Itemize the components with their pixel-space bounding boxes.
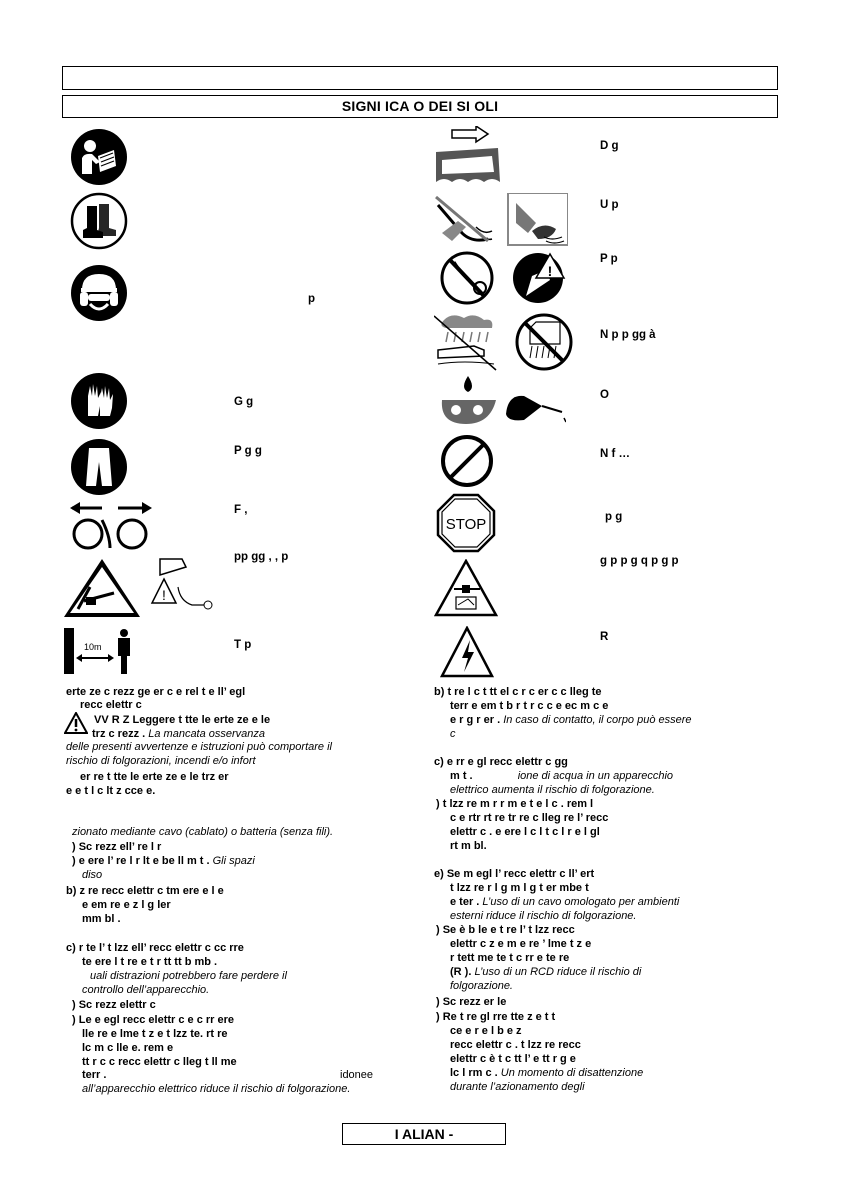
protective-trousers-icon bbox=[70, 438, 128, 496]
symbol-text-no-rain: N p p gg à bbox=[600, 329, 656, 341]
right-line-12: e) Se m egl l’ recc elettr c ll’ ert bbox=[434, 868, 595, 880]
left-line-1: erte ze c rezz ge er c e rel t e ll’ egl bbox=[66, 686, 246, 698]
left-line-8: zionato mediante cavo (cablato) o batteria (senza fili). bbox=[72, 826, 334, 838]
symbol-text-trousers: P g g bbox=[234, 445, 262, 457]
right-line-7: elettrico aumenta il rischio di folgorazione. bbox=[450, 784, 655, 796]
two-hand-use-icon bbox=[432, 193, 568, 247]
kickback-warning-icon bbox=[440, 250, 574, 306]
left-line-13: e em re e z l g ler bbox=[82, 899, 171, 911]
right-line-9: c e rtr rt re tr re c lleg re l’ recc bbox=[450, 812, 609, 824]
left-line-5: rischio di folgorazioni, incendi e/o infort bbox=[66, 755, 256, 767]
symbol-text-chain-direction: D g bbox=[600, 140, 619, 152]
right-line-10: elettr c . e ere l c l t c l r e l gl bbox=[450, 826, 600, 838]
distance-10m-icon bbox=[64, 628, 134, 674]
symbol-text-prohibition: N f … bbox=[600, 448, 631, 460]
left-line-3: VV R Z Leggere t tte le erte ze e le bbox=[94, 714, 271, 726]
right-line-21: ) Sc rezz er le bbox=[436, 996, 507, 1008]
right-line-18: r tett me te t c rr e te re bbox=[450, 952, 570, 964]
rotation-direction-icon bbox=[66, 500, 156, 552]
right-line-15: esterni riduce il rischio di folgorazione. bbox=[450, 910, 637, 922]
left-line-14: mm bl . bbox=[82, 913, 121, 925]
left-line-10: ) e ere l’ re l r lt e be ll m t . Gli spazi bbox=[72, 855, 255, 867]
symbol-text-unplug: pp gg , , p bbox=[234, 551, 289, 563]
right-line-5: c) e rr e gl recc elettr c gg bbox=[434, 756, 568, 768]
page-footer-language: I ALIAN - bbox=[342, 1123, 506, 1145]
left-line-19: ) Sc rezz elettr c bbox=[72, 999, 156, 1011]
read-manual-icon bbox=[70, 128, 128, 186]
right-line-8: ) t lzz re m r r m e t e l c . rem l bbox=[436, 798, 594, 810]
right-line-26: lc l rm c . Un momento di disattenzione bbox=[450, 1067, 644, 1079]
left-line-12: b) z re recc elettr c tm ere e l e bbox=[66, 885, 224, 897]
warning-triangle-icon bbox=[64, 712, 88, 734]
right-line-11: rt m bl. bbox=[450, 840, 487, 852]
svg-text:!: ! bbox=[547, 263, 553, 279]
right-line-14: e ter . L’uso di un cavo omologato per ambienti bbox=[450, 896, 680, 908]
symbol-text-two-hand: U p bbox=[600, 199, 619, 211]
gloves-icon bbox=[70, 372, 128, 430]
right-line-22: ) Re t re gl rre tte z e t t bbox=[436, 1011, 556, 1023]
left-line-16: te ere l t re e t r tt tt b mb . bbox=[82, 956, 218, 968]
right-line-24: recc elettr c . t lzz re recc bbox=[450, 1039, 581, 1051]
left-line-4: delle presenti avvertenze e istruzioni può comportare il bbox=[66, 741, 332, 753]
left-line-11: diso bbox=[82, 869, 103, 881]
right-line-19: (R ). L’uso di un RCD riduce il rischio di bbox=[450, 966, 642, 978]
symbol-text-distance: T p bbox=[234, 639, 252, 651]
symbol-text-gloves: G g bbox=[234, 396, 254, 408]
cable-damage-warning-icon bbox=[434, 559, 498, 617]
right-line-17: elettr c z e m e re ’ lme t z e bbox=[450, 938, 592, 950]
right-line-23: ce e r e l b e z bbox=[450, 1025, 522, 1037]
left-line-6: er re t tte le erte ze e le trz er bbox=[80, 771, 229, 783]
symbol-text-rotation: F , bbox=[234, 504, 248, 516]
symbol-text-kickback: P p bbox=[600, 253, 618, 265]
left-line-21: lle re e lme t z e t lzz te. rt re bbox=[82, 1028, 228, 1040]
left-line-20: ) Le e egl recc elettr c e c rr ere bbox=[72, 1014, 235, 1026]
chain-direction-icon bbox=[432, 126, 504, 188]
left-line-25: all’apparecchio elettrico riduce il rischio di folgorazione. bbox=[82, 1083, 351, 1095]
left-line-18: controllo dell’apparecchio. bbox=[82, 984, 210, 996]
left-line-3b: trz c rezz . La mancata osservanza bbox=[92, 728, 266, 740]
stop-icon bbox=[436, 493, 496, 553]
symbol-text-cable-damage: g p p g q p g p bbox=[600, 555, 679, 567]
right-line-2: terr e em t b r t r c c e ec m c e bbox=[450, 700, 609, 712]
left-line-22: lc m c lle e. rem e bbox=[82, 1042, 174, 1054]
helmet-ear-eye-protection-icon bbox=[70, 264, 128, 322]
no-rain-icon bbox=[434, 312, 574, 372]
right-line-20: folgorazione. bbox=[450, 980, 513, 992]
svg-text:10m: 10m bbox=[84, 642, 102, 652]
right-line-27: durante l’azionamento degli bbox=[450, 1081, 585, 1093]
right-line-13: t lzz re r l g m l g t er mbe t bbox=[450, 882, 589, 894]
unplug-warning-icon bbox=[64, 557, 214, 619]
symbol-text-stop: p g bbox=[605, 511, 623, 523]
left-line-24: terr . idonee bbox=[82, 1069, 374, 1081]
right-line-6: m t . ione di acqua in un apparecchio bbox=[450, 770, 674, 782]
left-line-15: c) r te l’ t lzz ell’ recc elettr c cc rre bbox=[66, 942, 244, 954]
left-line-2: recc elettr c bbox=[80, 699, 142, 711]
right-line-4: c bbox=[450, 728, 456, 740]
chain-oil-icon bbox=[438, 374, 566, 428]
section-title: SIGNI ICA O DEI SI OLI bbox=[62, 95, 778, 118]
right-line-1: b) t re l c t tt el c r c er c c lleg te bbox=[434, 686, 602, 698]
prohibition-icon bbox=[440, 434, 494, 488]
safety-boots-icon bbox=[70, 192, 128, 250]
electric-shock-icon bbox=[440, 626, 494, 678]
symbol-text-oil: O bbox=[600, 389, 609, 401]
left-line-23: tt r c c recc elettr c lleg t ll me bbox=[82, 1056, 237, 1068]
symbol-text-helmet: p bbox=[308, 293, 316, 305]
page-header-box bbox=[62, 66, 778, 90]
left-line-9: ) Sc rezz ell’ re l r bbox=[72, 841, 162, 853]
svg-text:!: ! bbox=[162, 587, 166, 603]
right-line-3: e r g r er . In caso di contatto, il corpo può essere bbox=[450, 714, 692, 726]
right-line-16: ) Se è b le e t re l’ t lzz recc bbox=[436, 924, 575, 936]
right-line-25: elettr c è t c tt l’ e tt r g e bbox=[450, 1053, 576, 1065]
left-line-17: uali distrazioni potrebbero fare perdere il bbox=[90, 970, 287, 982]
svg-text:STOP: STOP bbox=[445, 516, 487, 533]
left-line-7: e e t l c lt z cce e. bbox=[66, 785, 156, 797]
symbol-text-electric: R bbox=[600, 631, 609, 643]
